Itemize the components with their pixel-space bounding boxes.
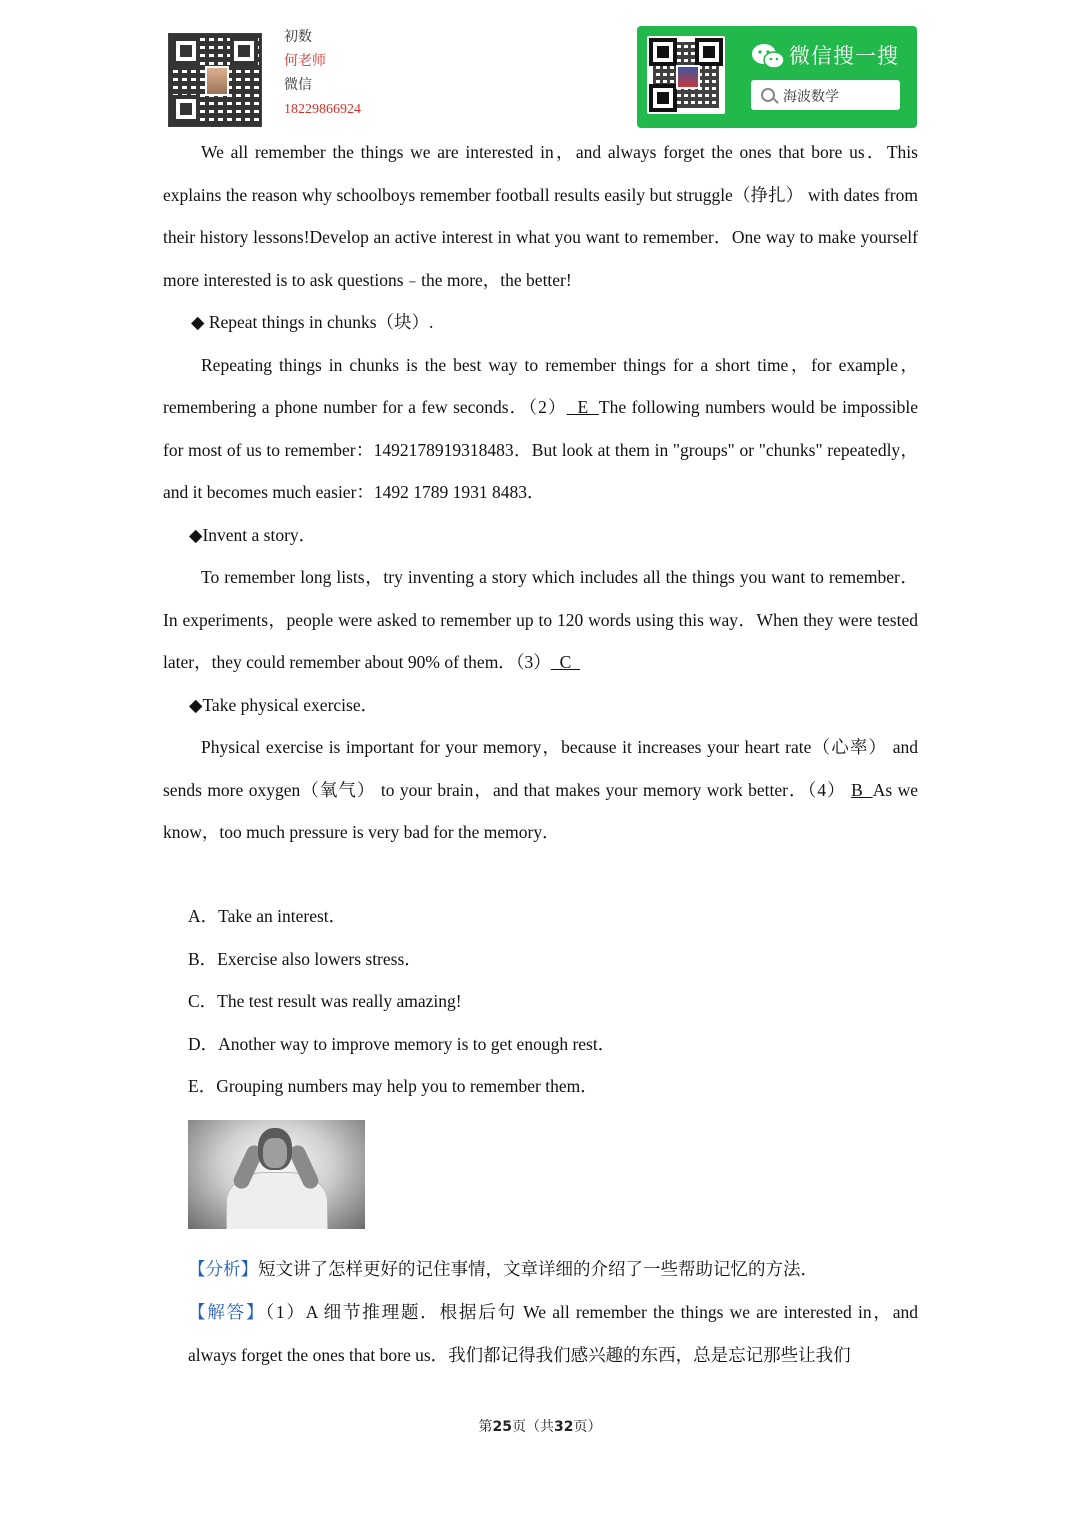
- contact-wechat-label: 微信: [284, 78, 312, 93]
- wechat-search-query: 海波数学: [783, 89, 839, 105]
- paragraph-chunks-before: Repeating things in chunks is the best way to remember things for a short time，for example，remembering a phone number for a few seconds．（2）: [163, 354, 918, 417]
- qr-avatar-icon: [205, 66, 229, 96]
- wechat-logo-icon: [751, 43, 785, 69]
- qr-logo-icon: [676, 65, 700, 89]
- answer-blank-2: E: [566, 397, 599, 417]
- paragraph-chunks-after: The following numbers would be impossible for most of us to remember：1492178919318483．But look at them in "groups" or "chunks" repeatedly，and it becomes much easier：1492 1789 1931 8483．: [163, 397, 918, 502]
- option-c: C．The test result was really amazing!: [188, 991, 462, 1011]
- paragraph-interest: We all remember the things we are interested in，and always forget the ones that bore us．This explains the reason why schoolboys remember football results easily but struggle（挣扎） with dates from their history lessons!Develop an active interest in what you want to remember．One way to make yourself more interested is to ask questions﹣the more，the better!: [163, 142, 918, 290]
- contact-info: [284, 26, 361, 122]
- qr-finder-icon: [649, 84, 677, 112]
- paragraph-exercise-after: As we know，too much pressure is very bad for the memory．: [163, 779, 918, 842]
- current-page-number: 25: [492, 1419, 512, 1435]
- analysis-summary: [188, 1248, 918, 1291]
- answer-analysis: [188, 1248, 918, 1377]
- footer-prefix: 第: [478, 1420, 493, 1435]
- heading-invent-story: ◆Invent a story．: [189, 524, 317, 545]
- analysis-text: 短文讲了怎样更好的记住事情，文章详细的介绍了一些帮助记忆的方法．: [258, 1259, 818, 1279]
- page-footer: [0, 1416, 1080, 1436]
- total-page-count: 32: [554, 1419, 574, 1435]
- wechat-search-card[interactable]: [637, 26, 917, 128]
- wechat-search-title: 微信搜一搜: [789, 44, 899, 68]
- contact-teacher: 何老师: [284, 54, 326, 69]
- man-thinking-photo: [188, 1120, 365, 1229]
- page-header: [0, 0, 1080, 135]
- paragraph-story: [163, 556, 918, 684]
- option-a: A．Take an interest．: [188, 906, 347, 926]
- solution-text-block: [188, 1291, 918, 1377]
- footer-middle: 页（共: [512, 1420, 554, 1435]
- footer-suffix: 页）: [573, 1420, 602, 1435]
- qr-code-right: [647, 36, 725, 114]
- heading-repeat-chunks: ◆ Repeat things in chunks（块）.: [191, 312, 434, 332]
- solution-text: （1）A 细节推理题．根据后句 We all remember the things we are interested in，and always forget the ones that bore us．我们都记得我们感兴趣的东西，总是忘记那些让我们: [188, 1302, 918, 1365]
- passage: [163, 131, 918, 854]
- qr-finder-icon: [172, 37, 200, 65]
- search-icon: [761, 88, 775, 102]
- answer-blank-3: C: [550, 652, 580, 672]
- qr-finder-icon: [172, 95, 200, 123]
- option-d: D．Another way to improve memory is to get enough rest．: [188, 1033, 616, 1054]
- heading-physical-exercise: ◆Take physical exercise．: [189, 694, 379, 715]
- wechat-search-box[interactable]: [751, 80, 900, 110]
- analysis-tag: 【分析】: [188, 1259, 258, 1279]
- qr-finder-icon: [230, 37, 258, 65]
- paragraph-exercise-before: Physical exercise is important for your memory，because it increases your heart rate（心率） and sends more oxygen（氧气） to your brain，and that makes your memory work better．（4）: [163, 737, 918, 800]
- qr-finder-icon: [649, 38, 677, 66]
- contact-subject: 初数: [284, 30, 312, 45]
- option-e: E．Grouping numbers may help you to remember them．: [188, 1076, 598, 1096]
- option-b: B．Exercise also lowers stress．: [188, 948, 422, 969]
- qr-finder-icon: [695, 38, 723, 66]
- solution-tag: 【解答】: [188, 1302, 266, 1322]
- contact-phone: 18229866924: [284, 102, 361, 117]
- paragraph-story-before: To remember long lists，try inventing a story which includes all the things you want to remember．In experiments，people were asked to remember up to 120 words using this way．When they were tested later，they could remember about 90% of them．（3）: [163, 567, 918, 672]
- answer-options: [188, 895, 615, 1108]
- paragraph-chunks: [163, 344, 918, 514]
- qr-code-left: [168, 33, 262, 127]
- paragraph-exercise: [163, 726, 918, 854]
- answer-blank-4: B: [851, 779, 873, 800]
